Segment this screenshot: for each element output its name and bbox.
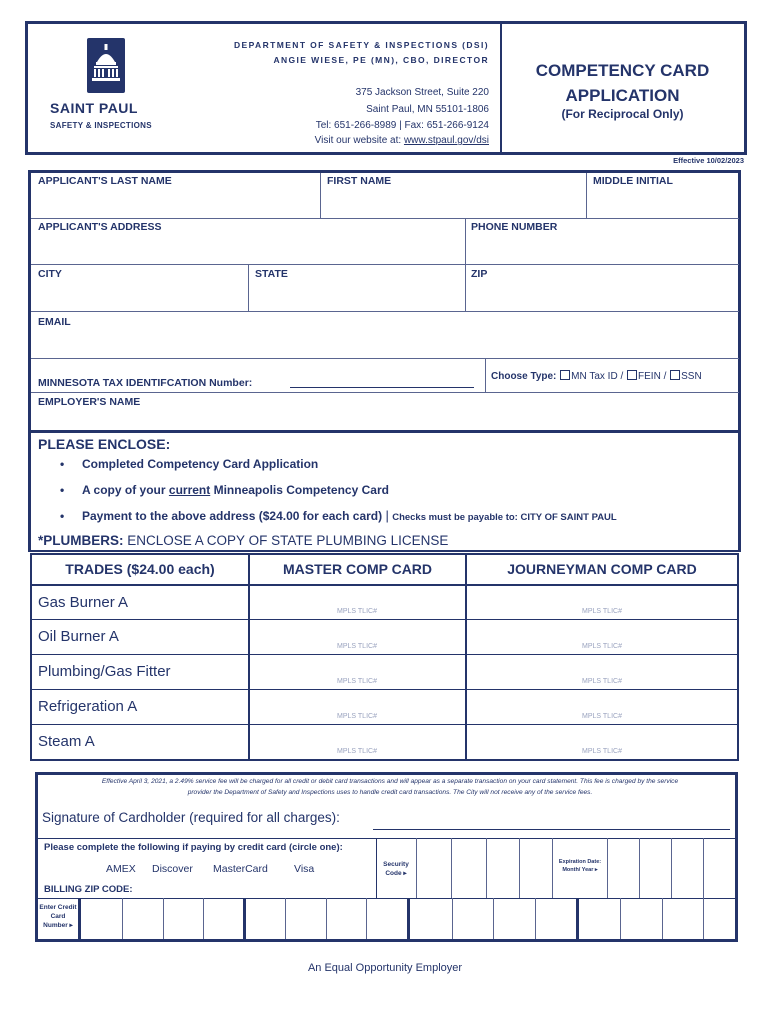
- col-divider: [586, 173, 587, 218]
- address-label: APPLICANT'S ADDRESS: [38, 221, 162, 233]
- effective-date: Effective 10/02/2023: [673, 156, 744, 165]
- master-tlic-field[interactable]: MPLS TLIC#: [337, 713, 377, 720]
- security-code-digit[interactable]: [486, 838, 519, 898]
- cc-divider: [407, 898, 410, 939]
- security-code-digit[interactable]: [416, 838, 450, 898]
- phone-fax: Tel: 651-266-8989 | Fax: 651-266-9124: [315, 120, 489, 131]
- row-divider: [31, 218, 739, 219]
- enclose-item-text: A copy of your: [82, 483, 169, 497]
- dept-name: DEPARTMENT OF SAFETY & INSPECTIONS (DSI): [234, 40, 489, 50]
- type-separator: /: [663, 371, 667, 382]
- mn-tax-id-checkbox[interactable]: [560, 370, 570, 380]
- zip-label: ZIP: [471, 268, 488, 280]
- card-option-mastercard[interactable]: MasterCard: [213, 863, 268, 875]
- footer-text: An Equal Opportunity Employer: [307, 962, 463, 974]
- expiration-digit[interactable]: [639, 838, 671, 898]
- expiration-label: Expiration Date: Month/ Year ▸: [558, 859, 602, 873]
- signature-label: Signature of Cardholder (required for all charges):: [42, 810, 340, 825]
- plumbers-label: *PLUMBERS:: [38, 533, 124, 548]
- cc-digit[interactable]: [285, 898, 326, 939]
- email-label: EMAIL: [38, 316, 71, 328]
- security-code-digit[interactable]: [519, 838, 552, 898]
- trade-row-label: Oil Burner A: [38, 628, 119, 645]
- plumbers-text: ENCLOSE A COPY OF STATE PLUMBING LICENSE: [123, 533, 449, 548]
- cc-digit[interactable]: [326, 898, 367, 939]
- col-divider: [465, 218, 466, 311]
- tax-id-field[interactable]: [290, 387, 474, 388]
- trade-row-label: Plumbing/Gas Fitter: [38, 663, 171, 680]
- first-name-field[interactable]: [322, 190, 584, 216]
- cc-divider: [78, 898, 81, 939]
- complete-cc-label: Please complete the following if paying by credit card (circle one):: [44, 842, 343, 853]
- checks-payable-note: Checks must be payable to: CITY OF SAINT PAUL: [392, 512, 617, 523]
- enclose-title: PLEASE ENCLOSE:: [38, 436, 171, 452]
- org-name: SAINT PAUL: [50, 100, 138, 116]
- col-divider: [485, 358, 486, 392]
- org-subtitle: SAFETY & INSPECTIONS: [50, 121, 152, 130]
- master-tlic-field[interactable]: MPLS TLIC#: [337, 748, 377, 755]
- address-field[interactable]: [33, 236, 463, 262]
- bullet-icon: •: [60, 509, 65, 523]
- enter-cc-label: Enter Credit Card Number ▸: [39, 904, 77, 929]
- service-fee-note: Effective April 3, 2021, a 2.49% service fee will be charged for all credit or debit card transactions and will appear as a separate transaction on your card statement. This fee is charged by the service provider the Department of Safety and Inspections uses to handle credit card transactions. The City will not receive any of the service fees.: [101, 778, 679, 796]
- form-subtitle: (For Reciprocal Only): [561, 107, 684, 121]
- cc-digit[interactable]: [163, 898, 204, 939]
- website-line: [315, 135, 489, 146]
- enclose-item-text: Minneapolis Competency Card: [210, 483, 389, 497]
- middle-initial-label: MIDDLE INITIAL: [593, 175, 673, 187]
- state-label: STATE: [255, 268, 288, 280]
- plumbers-note: [38, 533, 448, 548]
- employer-field[interactable]: [33, 410, 736, 430]
- journeyman-tlic-field[interactable]: MPLS TLIC#: [582, 643, 622, 650]
- security-code-label: Security Code ▸: [383, 861, 409, 877]
- capitol-logo-icon: [87, 38, 125, 93]
- cc-digit[interactable]: [203, 898, 244, 939]
- header-divider: [500, 24, 502, 154]
- enclose-item: [60, 483, 389, 497]
- ssn-option: SSN: [681, 371, 702, 382]
- last-name-label: APPLICANT'S LAST NAME: [38, 175, 172, 187]
- bullet-icon: •: [60, 457, 65, 471]
- master-header: MASTER COMP CARD: [282, 561, 433, 577]
- card-option-discover[interactable]: Discover: [152, 863, 193, 875]
- cc-digit[interactable]: [703, 898, 735, 939]
- expiration-digit[interactable]: [703, 838, 735, 898]
- trade-row-label: Refrigeration A: [38, 698, 138, 715]
- cc-digit[interactable]: [122, 898, 163, 939]
- mn-tax-id-option: MN Tax ID: [571, 371, 618, 382]
- city-label: CITY: [38, 268, 62, 280]
- master-tlic-field[interactable]: MPLS TLIC#: [337, 608, 377, 615]
- row-divider: [32, 724, 737, 725]
- website-link[interactable]: www.stpaul.gov/dsi: [403, 135, 489, 146]
- address-line1: 375 Jackson Street, Suite 220: [355, 87, 489, 98]
- fein-option: FEIN: [638, 371, 661, 382]
- row-divider: [32, 619, 737, 620]
- ssn-checkbox[interactable]: [670, 370, 680, 380]
- journeyman-tlic-field[interactable]: MPLS TLIC#: [582, 713, 622, 720]
- type-separator: /: [620, 371, 624, 382]
- tax-id-label: MINNESOTA TAX IDENTIFCATION Number:: [38, 377, 253, 389]
- middle-initial-field[interactable]: [588, 190, 736, 216]
- row-divider: [31, 392, 739, 393]
- phone-label: PHONE NUMBER: [471, 221, 558, 233]
- cc-divider: [576, 898, 579, 939]
- row-divider: [32, 654, 737, 655]
- expiration-digit[interactable]: [607, 838, 639, 898]
- email-field[interactable]: [33, 331, 736, 356]
- row-divider: [31, 264, 739, 265]
- row-divider: [31, 311, 739, 312]
- cc-digit[interactable]: [452, 898, 493, 939]
- master-tlic-field[interactable]: MPLS TLIC#: [337, 643, 377, 650]
- trades-header: TRADES ($24.00 each): [65, 561, 215, 577]
- master-tlic-field[interactable]: MPLS TLIC#: [337, 678, 377, 685]
- row-divider: [31, 358, 739, 359]
- director-name: ANGIE WIESE, PE (MN), CBO, DIRECTOR: [273, 55, 489, 65]
- enclose-item-text: Payment to the above address ($24.00 for each card): [82, 509, 383, 523]
- city-field[interactable]: [33, 283, 246, 309]
- enclose-item: [60, 508, 617, 523]
- first-name-label: FIRST NAME: [327, 175, 392, 187]
- enclose-item-text: Completed Competency Card Application: [82, 457, 319, 471]
- card-option-visa[interactable]: Visa: [294, 863, 315, 875]
- zip-field[interactable]: [467, 283, 736, 309]
- choose-type-group: [491, 370, 702, 382]
- employer-label: EMPLOYER'S NAME: [38, 396, 141, 408]
- billing-zip-label: BILLING ZIP CODE:: [44, 884, 133, 895]
- signature-field[interactable]: [373, 829, 730, 830]
- phone-field[interactable]: [467, 236, 736, 262]
- col-divider: [320, 173, 321, 218]
- enclose-item: [60, 457, 318, 471]
- security-code-digit[interactable]: [451, 838, 485, 898]
- cc-digit[interactable]: [366, 898, 407, 939]
- form-title: COMPETENCY CARD APPLICATION: [535, 61, 710, 105]
- header-divider: [32, 584, 737, 586]
- website-prefix: Visit our website at:: [314, 135, 404, 146]
- last-name-field[interactable]: [33, 190, 318, 216]
- trade-row-label: Gas Burner A: [38, 594, 129, 611]
- bullet-icon: •: [60, 483, 65, 497]
- expiration-digit[interactable]: [671, 838, 703, 898]
- row-divider: [32, 689, 737, 690]
- journeyman-tlic-field[interactable]: MPLS TLIC#: [582, 678, 622, 685]
- choose-type-label: Choose Type:: [491, 371, 557, 382]
- journeyman-header: JOURNEYMAN COMP CARD: [507, 561, 697, 577]
- cc-digit[interactable]: [493, 898, 534, 939]
- journeyman-tlic-field[interactable]: MPLS TLIC#: [582, 748, 622, 755]
- cc-digit[interactable]: [620, 898, 661, 939]
- address-line2: Saint Paul, MN 55101-1806: [366, 104, 489, 115]
- trade-row-label: Steam A: [38, 733, 95, 750]
- journeyman-tlic-field[interactable]: MPLS TLIC#: [582, 608, 622, 615]
- state-field[interactable]: [250, 283, 463, 309]
- col-divider: [248, 264, 249, 311]
- cc-digit[interactable]: [535, 898, 576, 939]
- enclose-item-emphasis: current: [168, 483, 211, 497]
- separator: |: [385, 508, 389, 523]
- cc-digit[interactable]: [662, 898, 703, 939]
- card-option-amex[interactable]: AMEX: [106, 863, 136, 875]
- fein-checkbox[interactable]: [627, 370, 637, 380]
